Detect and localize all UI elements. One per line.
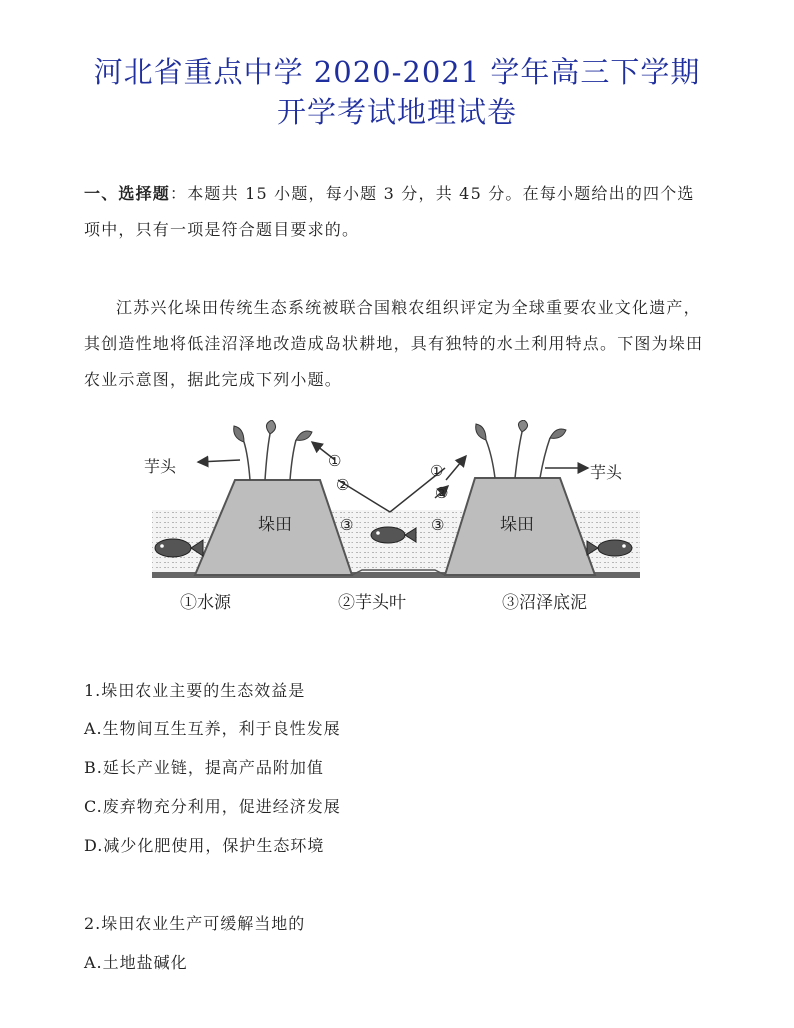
duotian-diagram — [140, 420, 640, 620]
question-2-stem: 2.垛田农业生产可缓解当地的 — [84, 914, 306, 933]
section-description: ：本题共 15 小题，每小题 3 分，共 45 分。在每小题给出的四个选项中，只有一项是符合题目要求的。 — [84, 184, 695, 239]
section-heading: 一、选择题 — [84, 184, 171, 203]
arrow-output-left — [198, 460, 240, 462]
question-2-option-a: A.土地盐碱化 — [84, 953, 188, 972]
arrow-num-1-right: ① — [430, 462, 444, 480]
output-label-right: 芋头 — [590, 465, 623, 482]
question-1-option-b: B.延长产业链，提高产品附加值 — [84, 758, 324, 777]
field-right-label: 垛田 — [500, 515, 534, 534]
page-title-line-2: 开学考试地理试卷 — [276, 95, 517, 129]
page-title-line-1: 河北省重点中学 2020-2021 学年高三下学期 — [93, 55, 701, 89]
legend-swamp-mud: ③沼泽底泥 — [502, 593, 587, 612]
question-1-option-a: A.生物间互生互养，利于良性发展 — [84, 719, 341, 738]
arrow-num-3-right: ③ — [431, 516, 445, 534]
question-1-stem: 1.垛田农业主要的生态效益是 — [84, 681, 306, 700]
output-label-left: 芋头 — [144, 459, 177, 476]
arrow-num-2-left: ② — [336, 476, 350, 494]
section-instructions — [84, 176, 704, 248]
legend-taro-leaf: ②芋头叶 — [338, 593, 406, 612]
legend-water-source: ①水源 — [180, 593, 231, 612]
arrow-1-right — [446, 456, 466, 480]
arrow-num-2-right: ② — [435, 484, 449, 502]
field-left-label: 垛田 — [258, 515, 292, 534]
taro-plant-left — [234, 420, 312, 480]
arrow-num-3-left: ③ — [340, 516, 354, 534]
intro-paragraph: 江苏兴化垛田传统生态系统被联合国粮农组织评定为全球重要农业文化遗产，其创造性地将低洼沼泽地改造成岛状耕地，具有独特的水土利用特点。下图为垛田农业示意图，据此完成下列小题。 — [84, 298, 704, 389]
question-1-option-d: D.减少化肥使用，保护生态环境 — [84, 836, 325, 855]
question-1-option-c: C.废弃物充分利用，促进经济发展 — [84, 797, 341, 816]
taro-plant-right — [476, 420, 566, 478]
arrow-num-1-left: ① — [328, 452, 342, 470]
